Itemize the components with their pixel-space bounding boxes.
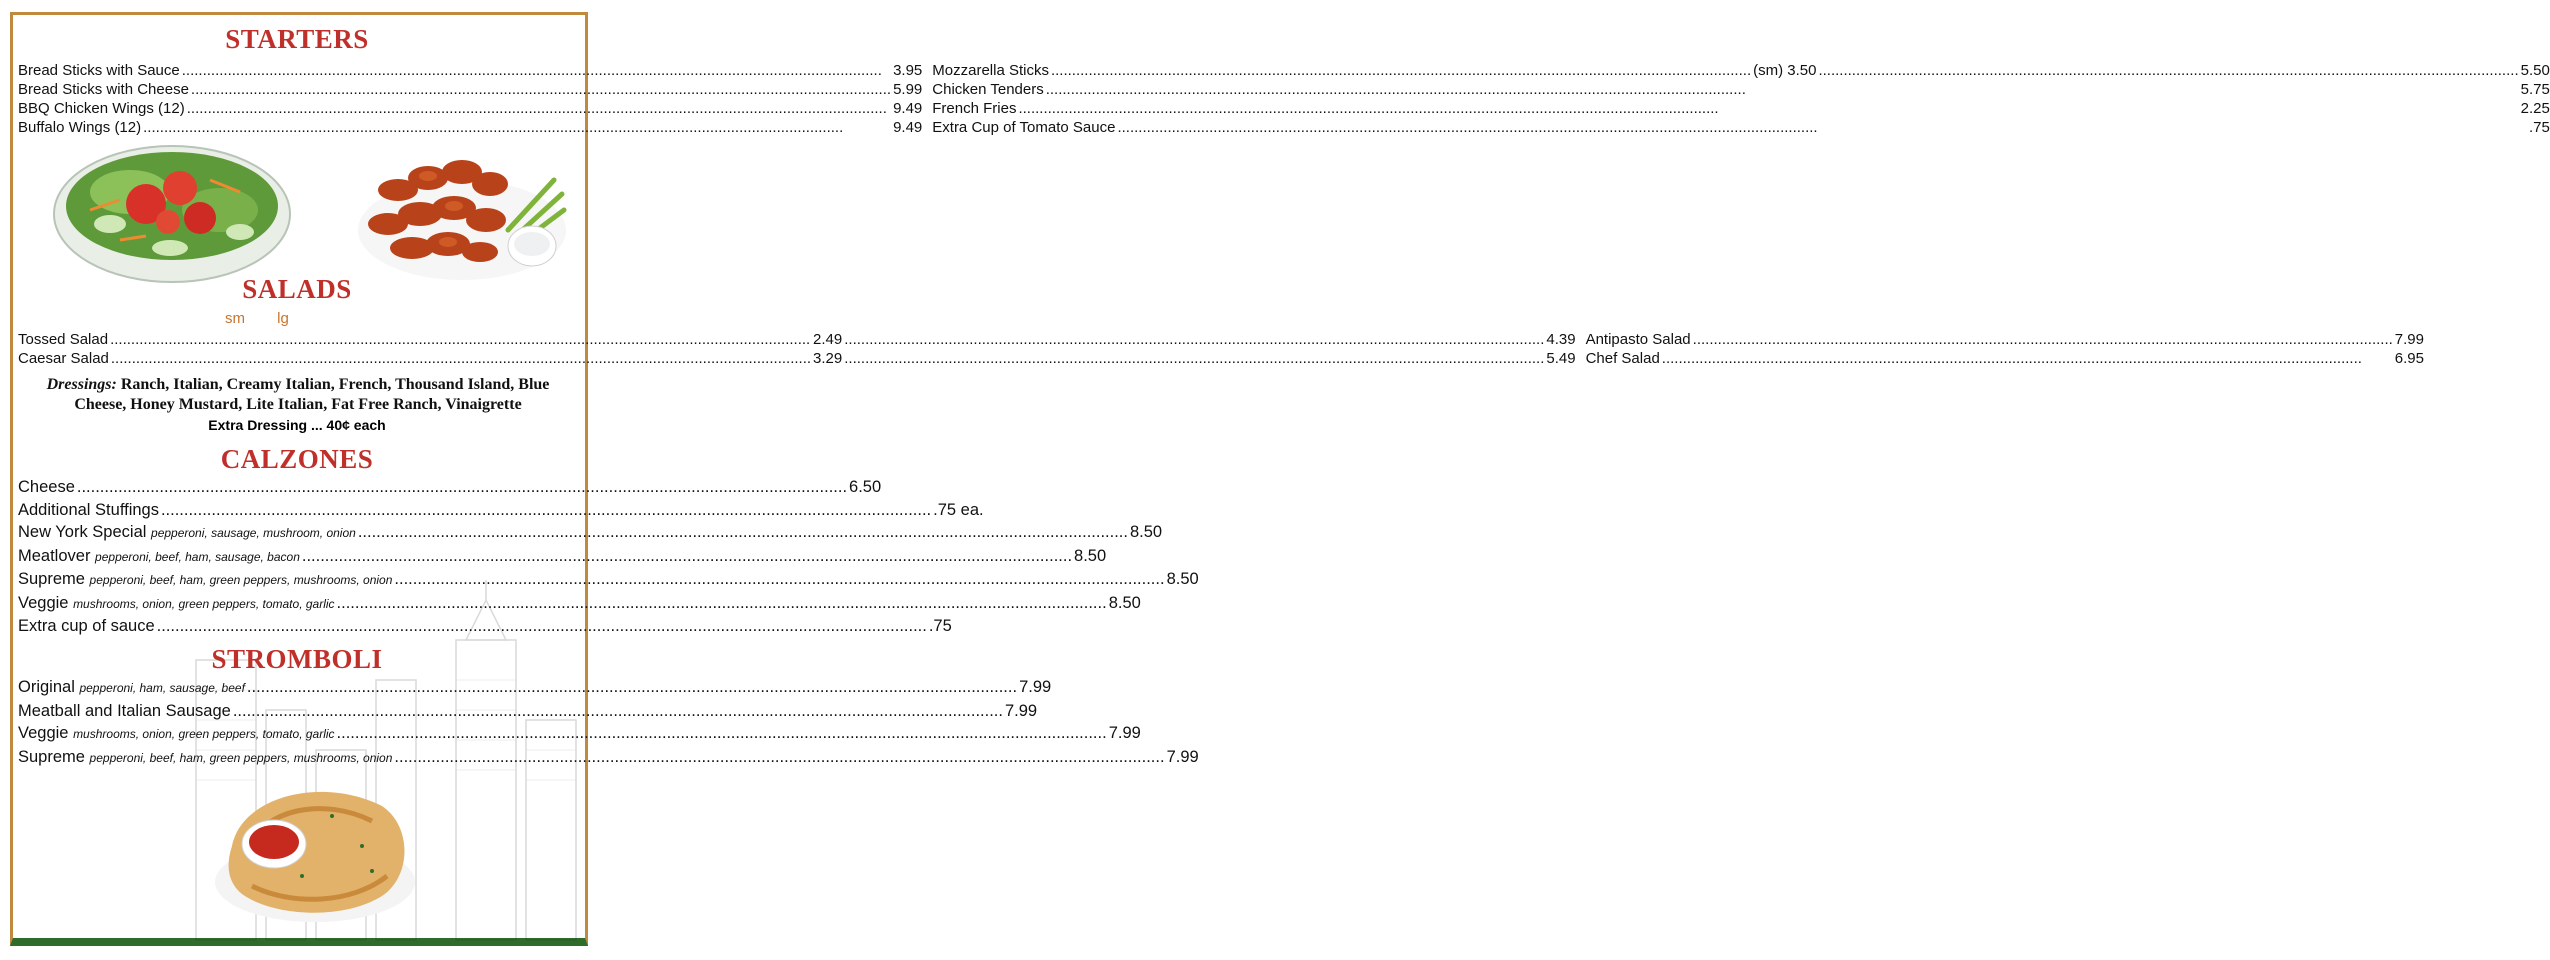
menu-item: Buffalo Wings (12) ..... 9.49: [18, 118, 922, 137]
menu-item: Extra cup of sauce ..... .75: [18, 615, 570, 638]
menu-item: Supreme pepperoni, beef, ham, green peppers, mushrooms, onion ..... 8.50: [18, 568, 570, 592]
salads-heading: SALADS: [242, 274, 352, 304]
salad-bowl-photo: [50, 140, 294, 286]
starters-heading: STARTERS: [225, 24, 369, 54]
stromboli-heading: STROMBOLI: [211, 644, 383, 674]
extra-dressing: Extra Dressing ... 40¢ each: [208, 417, 386, 433]
size-large-label: lg: [277, 310, 289, 327]
menu-item: Caesar Salad ..... 3.29 ..... 5.49: [18, 349, 1576, 368]
menu-item: Veggie mushrooms, onion, green peppers, tomato, garlic ..... 7.99: [18, 722, 570, 746]
menu-item: BBQ Chicken Wings (12) ..... 9.49: [18, 99, 922, 118]
calzones-heading: CALZONES: [220, 444, 374, 474]
menu-item: Supreme pepperoni, beef, ham, green peppers, mushrooms, onion ..... 7.99: [18, 746, 570, 770]
menu-item: Chicken Tenders ..... 5.75: [932, 80, 2550, 99]
stromboli-photo: [212, 776, 418, 926]
starters-list: [18, 61, 2550, 137]
menu-item: French Fries ..... 2.25: [932, 99, 2550, 118]
menu-item: Veggie mushrooms, onion, green peppers, tomato, garlic ..... 8.50: [18, 592, 570, 616]
menu-item: Original pepperoni, ham, sausage, beef ..... 7.99: [18, 676, 570, 700]
calzones-list: [18, 476, 1199, 638]
menu-item: Tossed Salad ..... 2.49 ..... 4.39: [18, 330, 1576, 349]
size-small-label: sm: [225, 310, 245, 327]
salads-left-column: [18, 330, 1576, 368]
menu-item: New York Special pepperoni, sausage, mushroom, onion ..... 8.50: [18, 521, 570, 545]
dressings-info: [26, 375, 570, 415]
dressings-list: Ranch, Italian, Creamy Italian, French, Thousand Island, Blue Cheese, Honey Mustard, Lite Italian, Fat Free Ranch, Vinaigrette: [74, 376, 550, 413]
dressings-label: Dressings:: [46, 376, 117, 393]
starters-right-column: [932, 61, 2550, 137]
menu-item: Chef Salad ..... 6.95: [1586, 349, 2424, 368]
menu-item: Extra Cup of Tomato Sauce ..... .75: [932, 118, 2550, 137]
chicken-wings-photo: [358, 140, 570, 290]
menu-item: Cheese ..... 6.50: [18, 476, 570, 499]
menu-item: Meatball and Italian Sausage ..... 7.99: [18, 700, 570, 723]
menu-item: Antipasto Salad ..... 7.99: [1586, 330, 2424, 349]
salads-right-column: [1586, 330, 2424, 368]
stromboli-list: [18, 676, 1199, 769]
menu-item: Bread Sticks with Sauce ..... 3.95: [18, 61, 922, 80]
menu-item: Meatlover pepperoni, beef, ham, sausage, bacon ..... 8.50: [18, 545, 570, 569]
starters-left-column: [18, 61, 922, 137]
menu-item: Additional Stuffings ..... .75 ea.: [18, 499, 570, 522]
menu-item: Mozzarella Sticks ..... (sm) 3.50 ..... 5.50: [932, 61, 2550, 80]
salad-size-labels: [225, 310, 289, 327]
salads-list: [18, 330, 2424, 368]
menu-content: [16, 20, 2550, 936]
menu-item: Bread Sticks with Cheese ..... 5.99: [18, 80, 922, 99]
